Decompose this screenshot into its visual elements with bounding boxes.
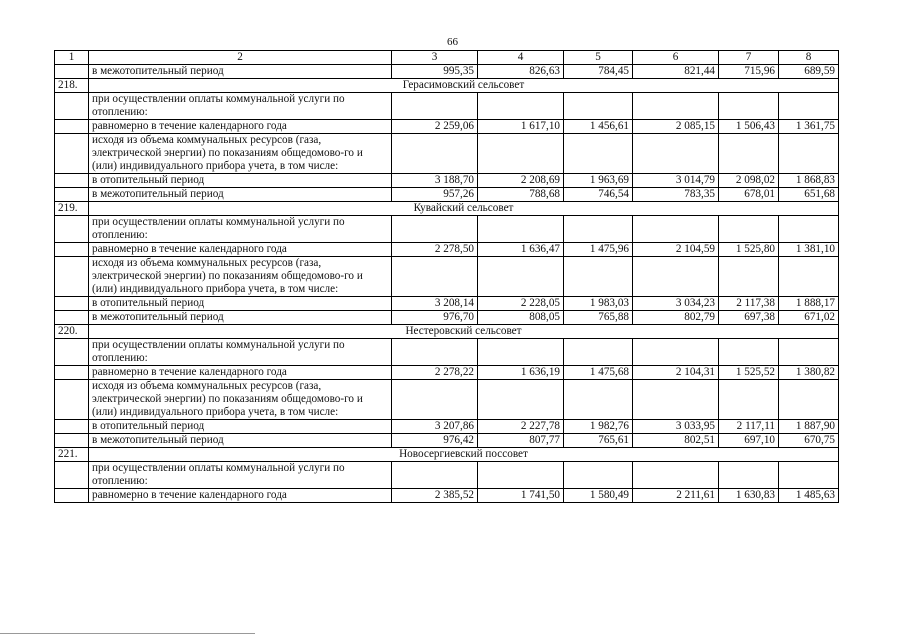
value-cell-col-3: 995,35 [392,65,478,79]
row-number [55,216,89,243]
value-cell-col-5: 1 580,49 [564,489,633,503]
empty-cell [478,216,564,243]
value-cell-col-7: 678,01 [719,188,779,202]
column-header-5: 5 [564,51,633,65]
row-description: при осуществлении оплаты коммунальной услуги по отоплению: [89,339,392,366]
empty-cell [564,462,633,489]
empty-cell [633,257,719,297]
value-cell-col-5: 1 963,69 [564,174,633,188]
table-row [55,120,839,134]
value-cell-col-8: 670,75 [779,434,839,448]
note-row [55,380,839,420]
empty-cell [564,257,633,297]
row-number [55,366,89,380]
row-number [55,188,89,202]
value-cell-col-7: 715,96 [719,65,779,79]
region-name: Герасимовский сельсовет [89,79,839,93]
empty-cell [719,93,779,120]
empty-cell [719,380,779,420]
empty-cell [633,134,719,174]
row-number [55,489,89,503]
row-description: исходя из объема коммунальных ресурсов (газа, электрической энергии) по показаниям общедомово-го и (или) индивидуального прибора учета, в том числе: [89,380,392,420]
table-row [55,297,839,311]
header-row [55,51,839,65]
table-row [55,311,839,325]
empty-cell [564,93,633,120]
table-row [55,366,839,380]
value-cell-col-5: 784,45 [564,65,633,79]
value-cell-col-4: 1 617,10 [478,120,564,134]
value-cell-col-5: 746,54 [564,188,633,202]
row-description: равномерно в течение календарного года [89,243,392,257]
row-number [55,420,89,434]
row-number: 220. [55,325,89,339]
empty-cell [478,339,564,366]
row-description: в отопительный период [89,174,392,188]
empty-cell [564,216,633,243]
row-number [55,174,89,188]
value-cell-col-7: 1 525,52 [719,366,779,380]
value-cell-col-8: 1 887,90 [779,420,839,434]
region-row [55,79,839,93]
empty-cell [719,257,779,297]
column-header-1: 1 [55,51,89,65]
value-cell-col-4: 2 227,78 [478,420,564,434]
tariff-table [54,50,839,503]
note-row [55,462,839,489]
row-description: в межотопительный период [89,434,392,448]
row-description: в межотопительный период [89,188,392,202]
value-cell-col-4: 2 228,05 [478,297,564,311]
value-cell-col-7: 697,38 [719,311,779,325]
row-description: равномерно в течение календарного года [89,366,392,380]
empty-cell [779,216,839,243]
value-cell-col-8: 1 361,75 [779,120,839,134]
value-cell-col-3: 976,70 [392,311,478,325]
note-row [55,257,839,297]
note-row [55,93,839,120]
empty-cell [633,93,719,120]
value-cell-col-4: 1 636,47 [478,243,564,257]
row-description: в отопительный период [89,297,392,311]
value-cell-col-7: 697,10 [719,434,779,448]
empty-cell [779,462,839,489]
empty-cell [392,462,478,489]
empty-cell [392,339,478,366]
value-cell-col-3: 2 278,22 [392,366,478,380]
value-cell-col-8: 671,02 [779,311,839,325]
value-cell-col-5: 765,61 [564,434,633,448]
empty-cell [478,93,564,120]
value-cell-col-3: 976,42 [392,434,478,448]
value-cell-col-3: 957,26 [392,188,478,202]
value-cell-col-3: 3 188,70 [392,174,478,188]
empty-cell [779,257,839,297]
empty-cell [633,339,719,366]
row-number [55,243,89,257]
value-cell-col-6: 3 034,23 [633,297,719,311]
row-description: равномерно в течение календарного года [89,120,392,134]
column-header-4: 4 [478,51,564,65]
row-number [55,297,89,311]
value-cell-col-4: 807,77 [478,434,564,448]
empty-cell [633,380,719,420]
empty-cell [478,380,564,420]
note-row [55,216,839,243]
empty-cell [779,339,839,366]
value-cell-col-4: 2 208,69 [478,174,564,188]
value-cell-col-8: 1 485,63 [779,489,839,503]
value-cell-col-3: 2 385,52 [392,489,478,503]
empty-cell [564,380,633,420]
table-row [55,174,839,188]
empty-cell [392,134,478,174]
value-cell-col-6: 3 014,79 [633,174,719,188]
region-row [55,448,839,462]
empty-cell [392,257,478,297]
value-cell-col-6: 821,44 [633,65,719,79]
region-name: Кувайский сельсовет [89,202,839,216]
value-cell-col-5: 1 983,03 [564,297,633,311]
value-cell-col-5: 1 982,76 [564,420,633,434]
footnote-divider [0,633,255,634]
value-cell-col-7: 1 506,43 [719,120,779,134]
empty-cell [564,134,633,174]
value-cell-col-4: 826,63 [478,65,564,79]
value-cell-col-8: 1 381,10 [779,243,839,257]
value-cell-col-7: 1 525,80 [719,243,779,257]
value-cell-col-7: 2 117,11 [719,420,779,434]
value-cell-col-3: 3 208,14 [392,297,478,311]
empty-cell [779,134,839,174]
value-cell-col-6: 802,51 [633,434,719,448]
empty-cell [564,339,633,366]
page-number: 66 [447,36,458,48]
region-name: Новосергиевский поссовет [89,448,839,462]
empty-cell [478,134,564,174]
row-number [55,311,89,325]
value-cell-col-4: 1 636,19 [478,366,564,380]
row-number: 219. [55,202,89,216]
value-cell-col-7: 2 098,02 [719,174,779,188]
row-description: в межотопительный период [89,65,392,79]
value-cell-col-3: 2 259,06 [392,120,478,134]
empty-cell [392,380,478,420]
value-cell-col-4: 788,68 [478,188,564,202]
row-number [55,339,89,366]
row-number [55,462,89,489]
value-cell-col-6: 3 033,95 [633,420,719,434]
value-cell-col-5: 1 475,96 [564,243,633,257]
value-cell-col-6: 2 104,31 [633,366,719,380]
row-number: 218. [55,79,89,93]
column-header-7: 7 [719,51,779,65]
value-cell-col-5: 765,88 [564,311,633,325]
region-row [55,202,839,216]
row-description: в межотопительный период [89,311,392,325]
empty-cell [633,462,719,489]
value-cell-col-6: 2 211,61 [633,489,719,503]
row-number [55,434,89,448]
row-number [55,65,89,79]
column-header-6: 6 [633,51,719,65]
empty-cell [478,257,564,297]
value-cell-col-4: 808,05 [478,311,564,325]
table-row [55,65,839,79]
column-header-2: 2 [89,51,392,65]
region-row [55,325,839,339]
value-cell-col-8: 651,68 [779,188,839,202]
empty-cell [719,339,779,366]
table-row [55,489,839,503]
empty-cell [478,462,564,489]
empty-cell [719,134,779,174]
table-row [55,420,839,434]
empty-cell [633,216,719,243]
value-cell-col-6: 802,79 [633,311,719,325]
column-header-3: 3 [392,51,478,65]
row-number: 221. [55,448,89,462]
row-number [55,120,89,134]
column-header-8: 8 [779,51,839,65]
table-row [55,243,839,257]
row-number [55,380,89,420]
empty-cell [392,93,478,120]
value-cell-col-7: 1 630,83 [719,489,779,503]
value-cell-col-8: 1 868,83 [779,174,839,188]
table-row [55,188,839,202]
note-row [55,339,839,366]
row-number [55,134,89,174]
value-cell-col-8: 1 380,82 [779,366,839,380]
value-cell-col-6: 2 104,59 [633,243,719,257]
empty-cell [392,216,478,243]
value-cell-col-3: 2 278,50 [392,243,478,257]
region-name: Нестеровский сельсовет [89,325,839,339]
value-cell-col-6: 783,35 [633,188,719,202]
table-row [55,434,839,448]
value-cell-col-8: 689,59 [779,65,839,79]
row-description: в отопительный период [89,420,392,434]
value-cell-col-8: 1 888,17 [779,297,839,311]
row-description: при осуществлении оплаты коммунальной услуги по отоплению: [89,216,392,243]
row-description: равномерно в течение календарного года [89,489,392,503]
row-number [55,257,89,297]
value-cell-col-4: 1 741,50 [478,489,564,503]
empty-cell [719,216,779,243]
empty-cell [719,462,779,489]
row-description: при осуществлении оплаты коммунальной услуги по отоплению: [89,462,392,489]
empty-cell [779,93,839,120]
row-description: исходя из объема коммунальных ресурсов (газа, электрической энергии) по показаниям общедомово-го и (или) индивидуального прибора учета, в том числе: [89,257,392,297]
table-body [55,51,839,503]
empty-cell [779,380,839,420]
value-cell-col-5: 1 456,61 [564,120,633,134]
row-description: при осуществлении оплаты коммунальной услуги по отоплению: [89,93,392,120]
row-number [55,93,89,120]
row-description: исходя из объема коммунальных ресурсов (газа, электрической энергии) по показаниям общедомово-го и (или) индивидуального прибора учета, в том числе: [89,134,392,174]
value-cell-col-7: 2 117,38 [719,297,779,311]
value-cell-col-6: 2 085,15 [633,120,719,134]
note-row [55,134,839,174]
value-cell-col-3: 3 207,86 [392,420,478,434]
value-cell-col-5: 1 475,68 [564,366,633,380]
